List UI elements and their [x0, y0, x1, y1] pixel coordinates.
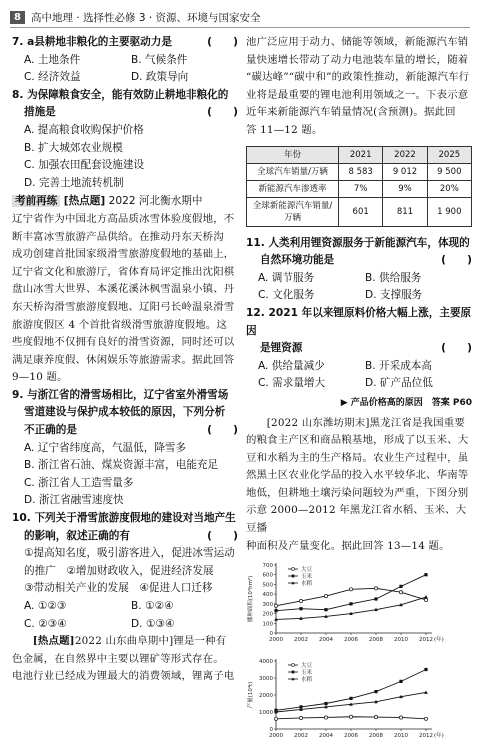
data-point — [274, 604, 277, 607]
q8-option-a[interactable]: A. 提高粮食收购保护价格 — [24, 123, 144, 136]
q11-option-a[interactable]: A. 调节服务 — [258, 271, 315, 284]
q10-option-b[interactable]: B. ①②④ — [131, 600, 174, 612]
y-axis-label: 播种面积(10⁴hm²) — [248, 575, 254, 623]
passage-lithium-cont — [246, 34, 472, 140]
q12-stem-2: 是锂资源 — [260, 342, 303, 355]
data-point — [374, 587, 377, 590]
data-point — [349, 715, 352, 718]
passage-heilongjiang — [246, 415, 472, 556]
data-point — [424, 599, 427, 602]
q10-stem-2: 的影响，叙述正确的有 — [24, 529, 130, 542]
passage-line: 业将是最重要的锂电池利用领域之一。下表示意 — [246, 88, 469, 101]
q8-option-b[interactable]: B. 扩大城郊农业规模 — [24, 141, 123, 154]
data-point — [324, 595, 327, 598]
y-tick-label: 300 — [262, 602, 273, 609]
q7-stem: 7. a县耕地非粮化的主要驱动力是 — [12, 36, 172, 48]
y-tick-label: 600 — [262, 572, 273, 579]
y-tick-label: 500 — [262, 582, 273, 589]
q8-paren: ( ) — [207, 106, 238, 119]
y-tick-label: 0 — [269, 727, 273, 734]
passage-ski-line: 成功创建首批国家级滑雪旅游度假地的基础上， — [12, 248, 235, 261]
legend-label: 水稻 — [301, 581, 313, 588]
q10-paren: ( ) — [207, 529, 238, 542]
yield-chart — [246, 655, 446, 747]
x-tick-label: 2012 — [419, 637, 433, 644]
sown-area-chart — [246, 559, 446, 651]
data-point — [374, 598, 377, 601]
x-axis-label: (年) — [434, 733, 444, 740]
q12-stem-1: 12. 2021 年以来锂原料价格大幅上涨，主要原因 — [246, 306, 472, 337]
y-axis-label: 产量(10⁴t) — [248, 681, 254, 709]
table-cell: 1 900 — [427, 197, 471, 226]
q11-paren: ( ) — [441, 254, 472, 267]
table-cell: 601 — [339, 197, 383, 226]
legend-label: 玉米 — [301, 670, 313, 677]
q11-option-b[interactable]: B. 供给服务 — [365, 271, 422, 284]
table-cell: 7% — [339, 180, 383, 197]
x-tick-label: 2008 — [369, 637, 383, 644]
data-point — [324, 716, 327, 719]
legend-label: 大豆 — [301, 663, 313, 670]
data-point — [399, 680, 402, 683]
q10-item-line: ③带动相关产业的发展 ④促进人口迁移 — [24, 582, 213, 595]
q9-stem-2: 雪道建设与保护成本较低的原因，下列分析 — [24, 406, 226, 419]
data-point — [374, 716, 377, 719]
passage-ski — [12, 193, 238, 387]
y-tick-label: 4000 — [259, 659, 273, 666]
legend-marker — [292, 671, 295, 674]
table-header: 年份 — [247, 146, 339, 163]
table-header-row — [247, 146, 472, 163]
q12-option-a[interactable]: A. 供给量减少 — [258, 359, 325, 372]
hot-topic-tag-1: [热点题] — [63, 195, 106, 208]
table-cell: 全球新能源汽车销量/万辆 — [247, 197, 339, 226]
table-header: 2025 — [427, 146, 471, 163]
passage-hlj-line: 然黑土区农业化学品的投入水平较华北、华南等 — [246, 469, 469, 482]
q7-option-c[interactable]: C. 经济效益 — [24, 71, 81, 84]
table-cell: 9 012 — [383, 163, 427, 180]
data-point — [299, 607, 302, 610]
series-line-水稻 — [276, 597, 426, 619]
passage-ski-line: 辽宁省文化和旅游厅，省体育局评定推出沈阳棋 — [12, 265, 235, 278]
q7-paren: ( ) — [207, 36, 238, 48]
q10-option-a[interactable]: A. ①②③ — [24, 600, 67, 612]
question-7 — [12, 34, 238, 87]
data-point — [399, 591, 402, 594]
data-point — [299, 600, 302, 603]
q8-stem-1: 8. 为保障粮食安全，能有效防止耕地非粮化的 — [12, 88, 229, 101]
question-11 — [246, 235, 472, 305]
x-axis-label: (年) — [434, 637, 444, 644]
answer-reference: ▶ 产品价格高的原因 答案 P60 — [340, 397, 472, 408]
series-line-水稻 — [276, 693, 426, 713]
x-tick-label: 2004 — [319, 637, 333, 644]
y-tick-label: 3000 — [259, 676, 273, 683]
q10-item-line: 的推广 ②增加财政收入，促进经济发展 — [24, 564, 214, 577]
x-tick-label: 2002 — [294, 733, 308, 740]
q8-stem-2: 措施是 — [24, 106, 56, 119]
y-tick-label: 200 — [262, 611, 273, 618]
data-point — [349, 697, 352, 700]
legend-label: 水稻 — [301, 677, 313, 684]
y-tick-label: 0 — [269, 631, 273, 638]
q11-stem-1: 11. 人类利用锂资源服务于新能源汽车，体现的 — [246, 236, 470, 249]
q9-stem-3: 不正确的是 — [24, 424, 77, 437]
passage-lithium-line: 色金属，在自然界中主要以锂矿等形式存在。 — [12, 652, 224, 665]
page-header — [10, 8, 470, 26]
q7-option-d[interactable]: D. 政策导向 — [131, 71, 189, 84]
passage-ski-source: 2022 河北衡水期中 — [108, 195, 203, 208]
passage-ski-line: 些度假地不仅拥有良好的滑雪资源，同时还可以 — [12, 336, 235, 349]
q7-option-a[interactable]: A. 土地条件 — [24, 53, 81, 66]
q11-option-c[interactable]: C. 文化服务 — [258, 289, 315, 302]
passage-lithium-line: 2022 山东曲阜期中]锂是一种有 — [74, 635, 227, 648]
table-cell: 全球汽车销量/万辆 — [247, 163, 339, 180]
table-cell: 20% — [427, 180, 471, 197]
q12-option-c[interactable]: C. 需求量增大 — [258, 377, 326, 390]
q8-option-d[interactable]: D. 完善土地流转机制 — [24, 176, 124, 189]
table-cell: 9 500 — [427, 163, 471, 180]
question-10 — [12, 510, 238, 633]
x-tick-label: 2004 — [319, 733, 333, 740]
q10-option-c[interactable]: C. ②③④ — [24, 617, 67, 630]
table-cell: 811 — [383, 197, 427, 226]
legend-marker — [292, 568, 295, 571]
q10-option-d[interactable]: D. ①③④ — [131, 617, 175, 630]
x-tick-label: 2006 — [344, 733, 358, 740]
x-tick-label: 2000 — [269, 637, 283, 644]
passage-lithium-line: 电池行业已经成为锂最大的消费领域，锂离子电 — [12, 670, 235, 683]
legend-marker — [292, 575, 295, 578]
q8-option-c[interactable]: C. 加强农田配套设施建设 — [24, 159, 145, 172]
q12-option-b[interactable]: B. 开采成本高 — [365, 359, 432, 372]
x-tick-label: 2000 — [269, 733, 283, 740]
page-number: 8 — [10, 11, 25, 24]
data-point — [324, 702, 327, 705]
data-point — [424, 573, 427, 576]
legend-label: 玉米 — [301, 574, 313, 581]
exam-practice-tag: 考前再练 — [12, 195, 60, 207]
left-column — [12, 34, 238, 686]
q7-option-b[interactable]: B. 气候条件 — [131, 53, 188, 66]
data-point — [349, 588, 352, 591]
book-title: 高中地理 · 选择性必修 3 · 资源、环境与国家安全 — [30, 11, 261, 24]
data-point — [274, 717, 277, 720]
passage-ski-line: 东天桥沟滑雪旅游度假地、辽阳弓长岭温泉滑雪 — [12, 300, 235, 313]
data-point — [324, 608, 327, 611]
q12-option-d[interactable]: D. 矿产品位低 — [365, 377, 433, 390]
passage-ski-line: 旅游度假区 4 个首批省级滑雪旅游度假地。这 — [12, 318, 228, 331]
x-tick-label: 2012 — [419, 733, 433, 740]
question-8 — [12, 87, 238, 193]
x-tick-label: 2002 — [294, 637, 308, 644]
passage-line: “碳达峰”“碳中和”的政策性推动，新能源汽车行 — [246, 71, 470, 84]
right-column — [246, 34, 472, 747]
x-tick-label: 2010 — [394, 733, 408, 740]
x-tick-label: 2006 — [344, 637, 358, 644]
q9-option-a[interactable]: A. 辽宁省纬度高，气温低，降雪多 — [24, 441, 187, 454]
data-point — [424, 691, 428, 694]
table-row — [247, 197, 472, 226]
hot-topic-tag-2: [热点题] — [32, 635, 75, 648]
data-point — [399, 585, 402, 588]
data-point — [424, 668, 427, 671]
y-tick-label: 100 — [262, 621, 273, 628]
table-header: 2022 — [383, 146, 427, 163]
passage-line: 量快速增长带动了动力电池装车量的增长，随着 — [246, 53, 469, 66]
header-divider — [10, 27, 470, 28]
data-point — [424, 595, 428, 598]
x-tick-label: 2008 — [369, 733, 383, 740]
data-point — [349, 603, 352, 606]
table-row — [247, 163, 472, 180]
y-tick-label: 1000 — [259, 710, 273, 717]
passage-hlj-line: 地低，但耕地土壤污染问题较为严重，下图分别 — [246, 486, 469, 499]
question-12 — [246, 305, 472, 393]
question-9 — [12, 387, 238, 510]
table-cell: 8 583 — [339, 163, 383, 180]
data-point — [399, 716, 402, 719]
data-point — [299, 717, 302, 720]
legend-label: 大豆 — [301, 567, 313, 574]
passage-line: 答 11—12 题。 — [246, 123, 323, 136]
y-tick-label: 2000 — [259, 693, 273, 700]
passage-hlj-line: 豆和水稻为主的生产格局。农业生产过程中，虽 — [246, 451, 469, 464]
table-row — [247, 180, 472, 197]
passage-ski-line: 满足康养度假、休闲娱乐等旅游需求。据此回答 — [12, 353, 235, 366]
q11-option-d[interactable]: D. 支撑服务 — [365, 289, 423, 302]
q9-stem-1: 9. 与浙江省的滑雪场相比，辽宁省室外滑雪场 — [12, 388, 229, 401]
passage-line: 池广泛应用于动力、储能等领域，新能源汽车销 — [246, 36, 469, 48]
y-tick-label: 700 — [262, 563, 273, 570]
table-header: 2021 — [339, 146, 383, 163]
data-point — [274, 609, 277, 612]
table-cell: 新能源汽车渗透率 — [247, 180, 339, 197]
y-tick-label: 400 — [262, 592, 273, 599]
q9-paren: ( ) — [207, 424, 238, 437]
passage-ski-line: 辽宁省作为中国北方高品质冰雪体验度假地，不 — [12, 212, 235, 225]
passage-hlj-line: 示意 2000—2012 年黑龙江省水稻、玉米、大豆播 — [246, 504, 467, 535]
passage-hlj-line: 种面积及产量变化。据此回答 13—14 题。 — [246, 539, 450, 552]
passage-line: 近年来新能源汽车销量情况(含预测)。据此回 — [246, 106, 456, 119]
q10-stem-1: 10. 下列关于滑雪旅游度假地的建设对当地产生 — [12, 512, 236, 525]
ev-sales-table — [246, 146, 472, 227]
passage-hlj-line: 的粮食主产区和商品粮基地，形成了以玉米、大 — [246, 434, 469, 447]
passage-ski-line: 盘山冰雪大世界、本溪花溪沐枫雪温泉小镇、丹 — [12, 283, 235, 296]
q11-stem-2: 自然环境功能是 — [260, 254, 335, 267]
data-point — [424, 717, 427, 720]
data-point — [374, 690, 377, 693]
q12-paren: ( ) — [441, 342, 472, 355]
q10-item-line: ①提高知名度，吸引游客进入，促进冰雪运动 — [24, 547, 235, 560]
q9-option-b[interactable]: B. 浙江省石油、煤炭资源丰富，电能充足 — [24, 459, 219, 472]
passage-ski-line: 断丰富冰雪旅游产品供给。在推动丹东天桥沟 — [12, 230, 224, 243]
passage-hlj-line: [2022 山东潍坊期末]黑龙江省是我国重要 — [266, 416, 465, 429]
q9-option-c[interactable]: C. 浙江省人工造雪量多 — [24, 476, 134, 489]
q9-option-d[interactable]: D. 浙江省融雪速度快 — [24, 494, 124, 507]
table-cell: 9% — [383, 180, 427, 197]
x-tick-label: 2010 — [394, 637, 408, 644]
legend-marker — [292, 664, 295, 667]
passage-ski-line: 9—10 题。 — [12, 371, 68, 384]
passage-lithium — [12, 633, 238, 686]
